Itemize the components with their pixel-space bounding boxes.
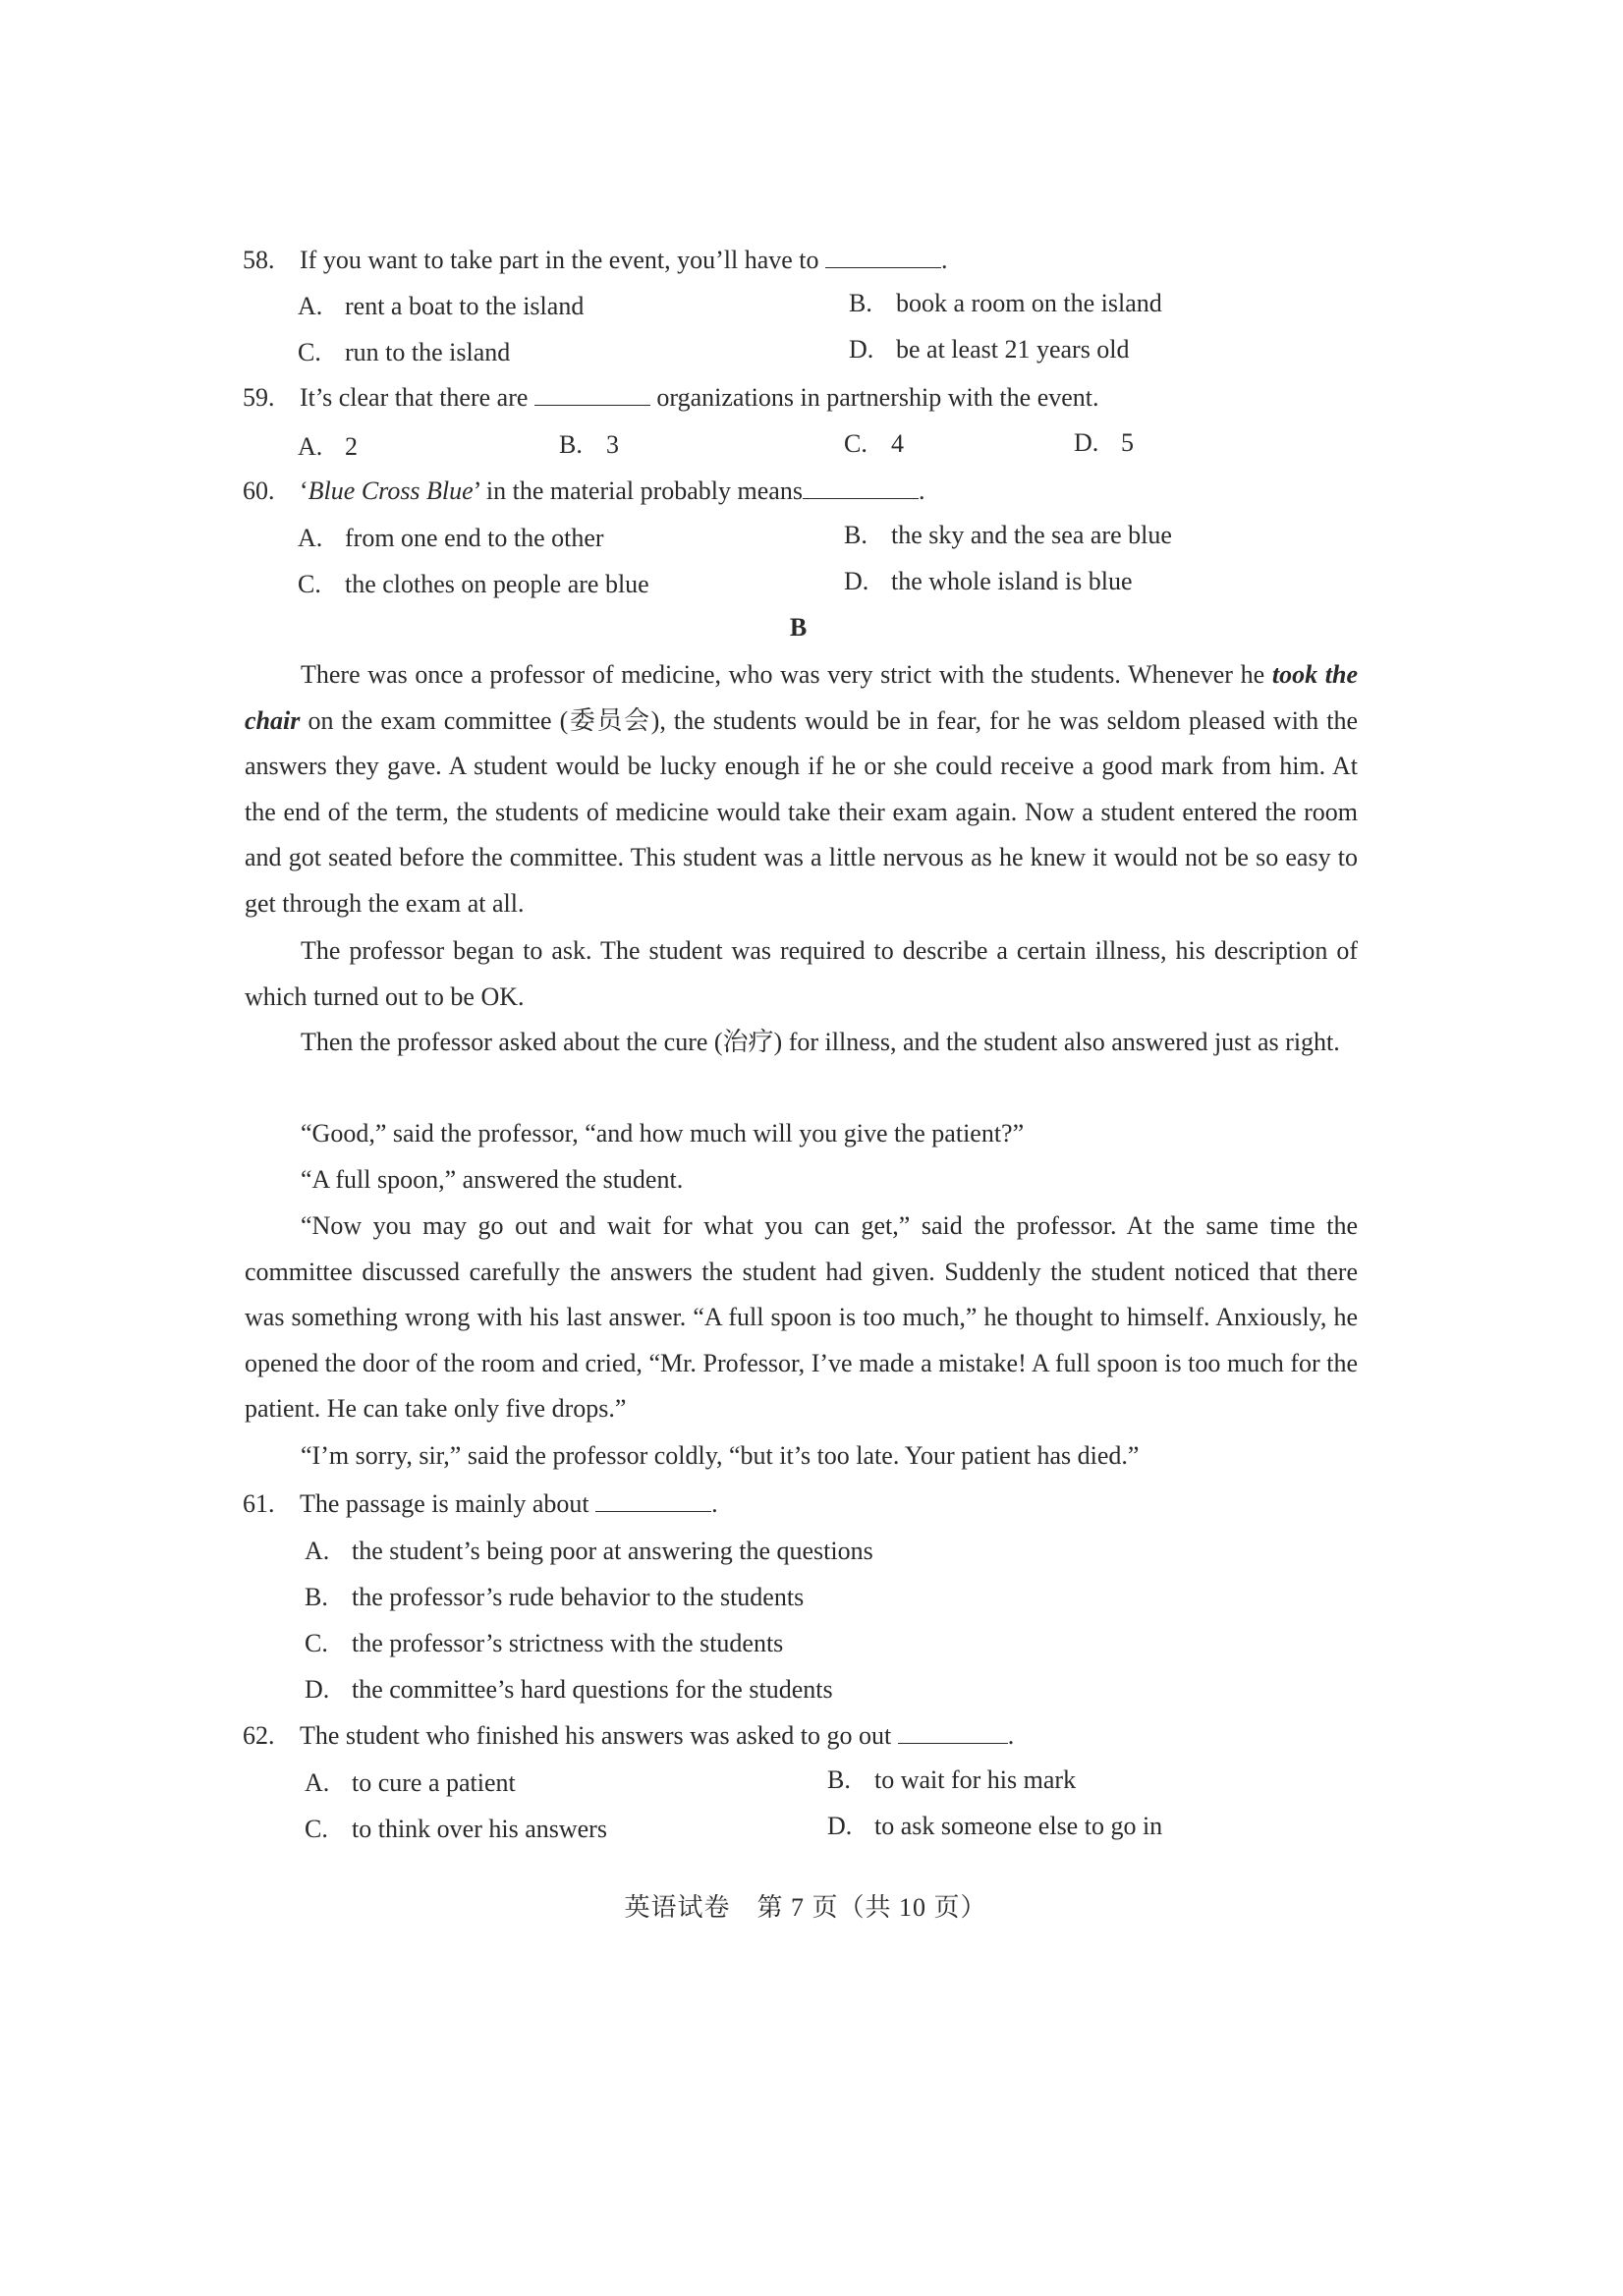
- question-text: If you want to take part in the event, you’ll have to: [300, 246, 819, 274]
- question-61-stem: 61. The passage is mainly about .: [243, 1489, 718, 1518]
- question-58-option-b[interactable]: B. book a room on the island: [849, 289, 1162, 317]
- section-heading: B: [789, 613, 808, 642]
- question-61-option-c[interactable]: C. the professor’s strictness with the students: [305, 1629, 784, 1657]
- question-62-option-a[interactable]: A. to cure a patient: [305, 1768, 516, 1797]
- answer-blank: [898, 1721, 1008, 1744]
- question-58-option-d[interactable]: D. be at least 21 years old: [849, 335, 1130, 364]
- answer-blank: [534, 383, 650, 406]
- passage-paragraph-6: “Now you may go out and wait for what you can get,” said the professor. At the same time the committee discussed carefully the answers the student had given. Suddenly the student noticed that there was something wrong with his last answer. “A full spoon is too much,” he thought to himself. Anxiously, he opened the door of the room and cried, “Mr. Professor, I’ve made a mistake! A full spoon is too much for the patient. He can take only five drops.”: [245, 1211, 1358, 1423]
- question-59-option-b[interactable]: B. 3: [559, 430, 619, 459]
- question-60-option-d[interactable]: D. the whole island is blue: [844, 567, 1133, 595]
- question-60-stem: 60. ‘Blue Cross Blue’ in the material probably means .: [243, 476, 925, 505]
- question-59-stem: 59. It’s clear that there are organizations in partnership with the event.: [243, 383, 1099, 412]
- passage-paragraph-1: There was once a professor of medicine, who was very strict with the students. Whenever he took the chair on the exam committee (委员会), the students would be in fear, for he was seldom pleased with the answers they gave. A student would be lucky enough if he or she could receive a good mark from him. At the end of the term, the students of medicine would take their exam again. Now a student entered the room and got seated before the committee. This student was a little nervous as he knew it would not be so easy to get through the exam at all.: [245, 660, 1359, 918]
- question-61-option-d[interactable]: D. the committee’s hard questions for the students: [305, 1675, 833, 1704]
- question-61-option-b[interactable]: B. the professor’s rude behavior to the students: [305, 1583, 805, 1611]
- question-number: 62.: [243, 1721, 275, 1750]
- question-60-option-c[interactable]: C. the clothes on people are blue: [298, 570, 649, 598]
- passage-paragraph-2: The professor began to ask. The student was required to describe a certain illness, his description of which turned out to be OK.: [245, 936, 1358, 1011]
- question-62-option-b[interactable]: B. to wait for his mark: [827, 1765, 1077, 1794]
- quoted-phrase: Blue Cross Blue: [308, 476, 474, 505]
- question-number: 58.: [243, 246, 275, 274]
- answer-blank: [595, 1489, 711, 1512]
- passage-paragraph-3: Then the professor asked about the cure (治疗) for illness, and the student also answered just as right.: [301, 1028, 1340, 1056]
- question-59-option-a[interactable]: A. 2: [298, 432, 358, 461]
- question-number: 61.: [243, 1489, 275, 1518]
- answer-blank: [825, 246, 941, 268]
- question-number: 59.: [243, 383, 275, 412]
- question-60-option-b[interactable]: B. the sky and the sea are blue: [844, 521, 1172, 549]
- passage-paragraph-4: “Good,” said the professor, “and how much will you give the patient?”: [301, 1119, 1025, 1148]
- question-61-option-a[interactable]: A. the student’s being poor at answering the questions: [305, 1537, 873, 1565]
- passage-paragraph-7: “I’m sorry, sir,” said the professor coldly, “but it’s too late. Your patient has died.”: [301, 1441, 1140, 1470]
- question-62-option-d[interactable]: D. to ask someone else to go in: [827, 1812, 1163, 1840]
- key-phrase: took the chair: [245, 660, 1358, 735]
- question-58-option-c[interactable]: C. run to the island: [298, 338, 511, 366]
- question-58-option-a[interactable]: A. rent a boat to the island: [298, 292, 585, 320]
- question-60-option-a[interactable]: A. from one end to the other: [298, 524, 604, 552]
- question-62-stem: 62. The student who finished his answers was asked to go out .: [243, 1721, 1015, 1750]
- question-number: 60.: [243, 476, 275, 505]
- passage-paragraph-5: “A full spoon,” answered the student.: [301, 1165, 684, 1194]
- question-59-option-d[interactable]: D. 5: [1074, 428, 1134, 457]
- page-footer: 英语试卷 第 7 页（共 10 页）: [624, 1893, 987, 1922]
- answer-blank: [803, 476, 919, 499]
- question-59-option-c[interactable]: C. 4: [844, 429, 904, 458]
- question-62-option-c[interactable]: C. to think over his answers: [305, 1815, 607, 1843]
- question-58-stem: 58. If you want to take part in the event, you’ll have to .: [243, 246, 948, 274]
